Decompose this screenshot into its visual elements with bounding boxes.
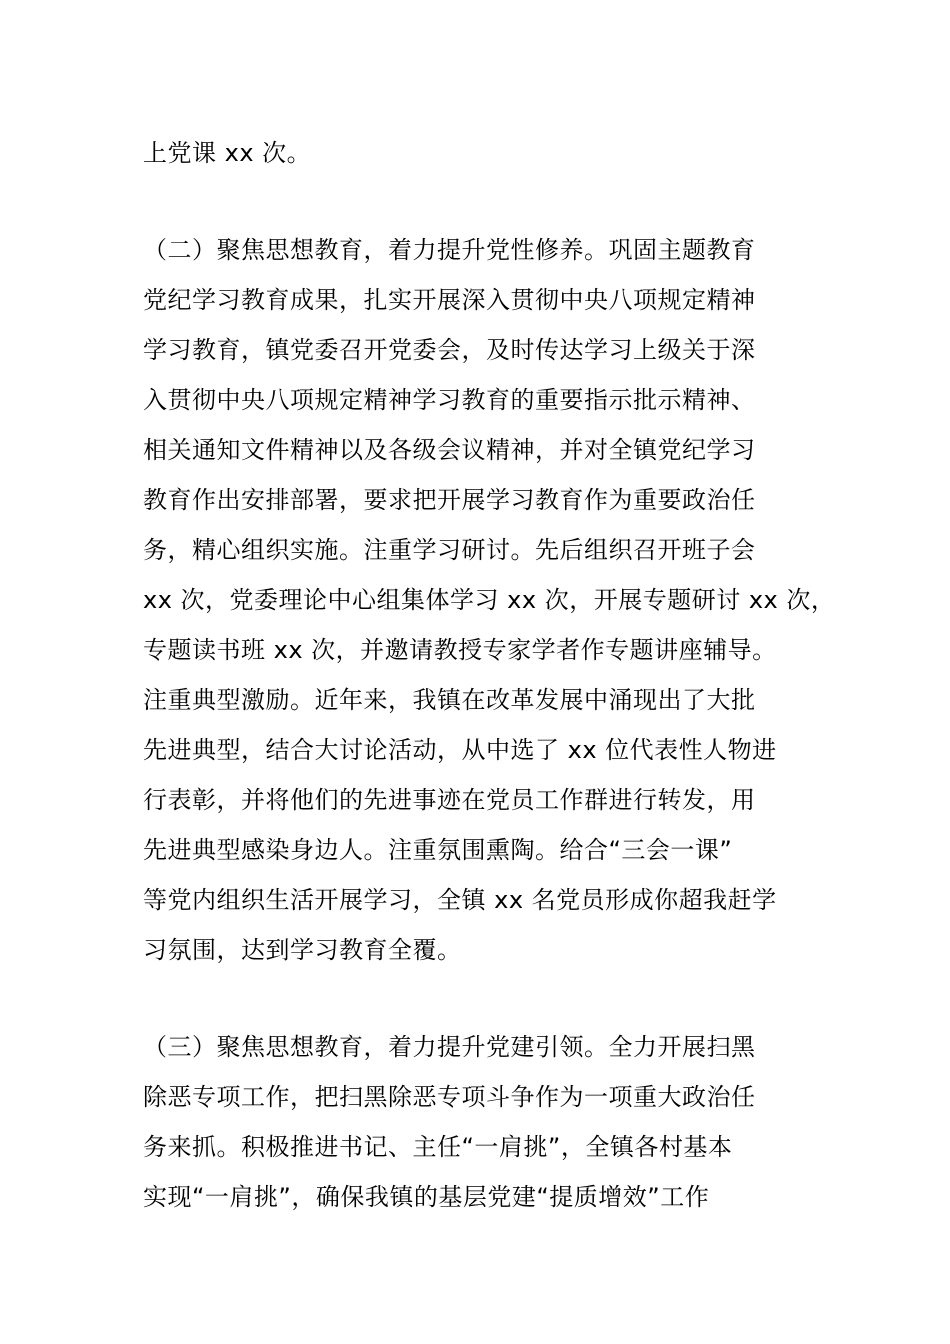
text-line: 等党内组织生活开展学习，全镇 xx 名党员形成你超我赶学	[143, 886, 777, 914]
text-line: 先进典型，结合大讨论活动，从中选了 xx 位代表性人物进	[143, 736, 777, 764]
text-line: 相关通知文件精神以及各级会议精神，并对全镇党纪学习	[143, 436, 756, 464]
text-line: 注重典型激励。近年来，我镇在改革发展中涌现出了大批	[143, 686, 756, 714]
text-line: 习氛围，达到学习教育全覆。	[143, 936, 462, 964]
text-line: 入贯彻中央八项规定精神学习教育的重要指示批示精神、	[143, 386, 756, 414]
text-line: 教育作出安排部署，要求把开展学习教育作为重要政治任	[143, 486, 756, 514]
text-line: 党纪学习教育成果，扎实开展深入贯彻中央八项规定精神	[143, 286, 756, 314]
text-line: 学习教育，镇党委召开党委会，及时传达学习上级关于深	[143, 336, 756, 364]
text-line: 先进典型感染身边人。注重氛围熏陶。给合“三会一课”	[143, 836, 733, 864]
paragraph-section-two	[143, 225, 843, 975]
section-heading-line: （三）聚焦思想教育，着力提升党建引领。全力开展扫黑	[143, 1033, 756, 1061]
text-line: 实现“一肩挑”，确保我镇的基层党建“提质增效”工作	[143, 1183, 710, 1211]
paragraph-section-three	[143, 1022, 843, 1222]
text-line: 上党课 xx 次。	[143, 139, 312, 167]
text-line: 除恶专项工作，把扫黑除恶专项斗争作为一项重大政治任	[143, 1083, 756, 1111]
text-line: 行表彰，并将他们的先进事迹在党员工作群进行转发，用	[143, 786, 756, 814]
text-line: 专题读书班 xx 次，并邀请教授专家学者作专题讲座辅导。	[143, 636, 777, 664]
text-line: 务来抓。积极推进书记、主任“一肩挑”，全镇各村基本	[143, 1133, 733, 1161]
paragraph-lessons	[143, 128, 843, 178]
section-heading-line: （二）聚焦思想教育，着力提升党性修养。巩固主题教育	[143, 236, 756, 264]
text-line: xx 次，党委理论中心组集体学习 xx 次，开展专题研讨 xx 次，	[143, 586, 836, 614]
text-line: 务，精心组织实施。注重学习研讨。先后组织召开班子会	[143, 536, 756, 564]
